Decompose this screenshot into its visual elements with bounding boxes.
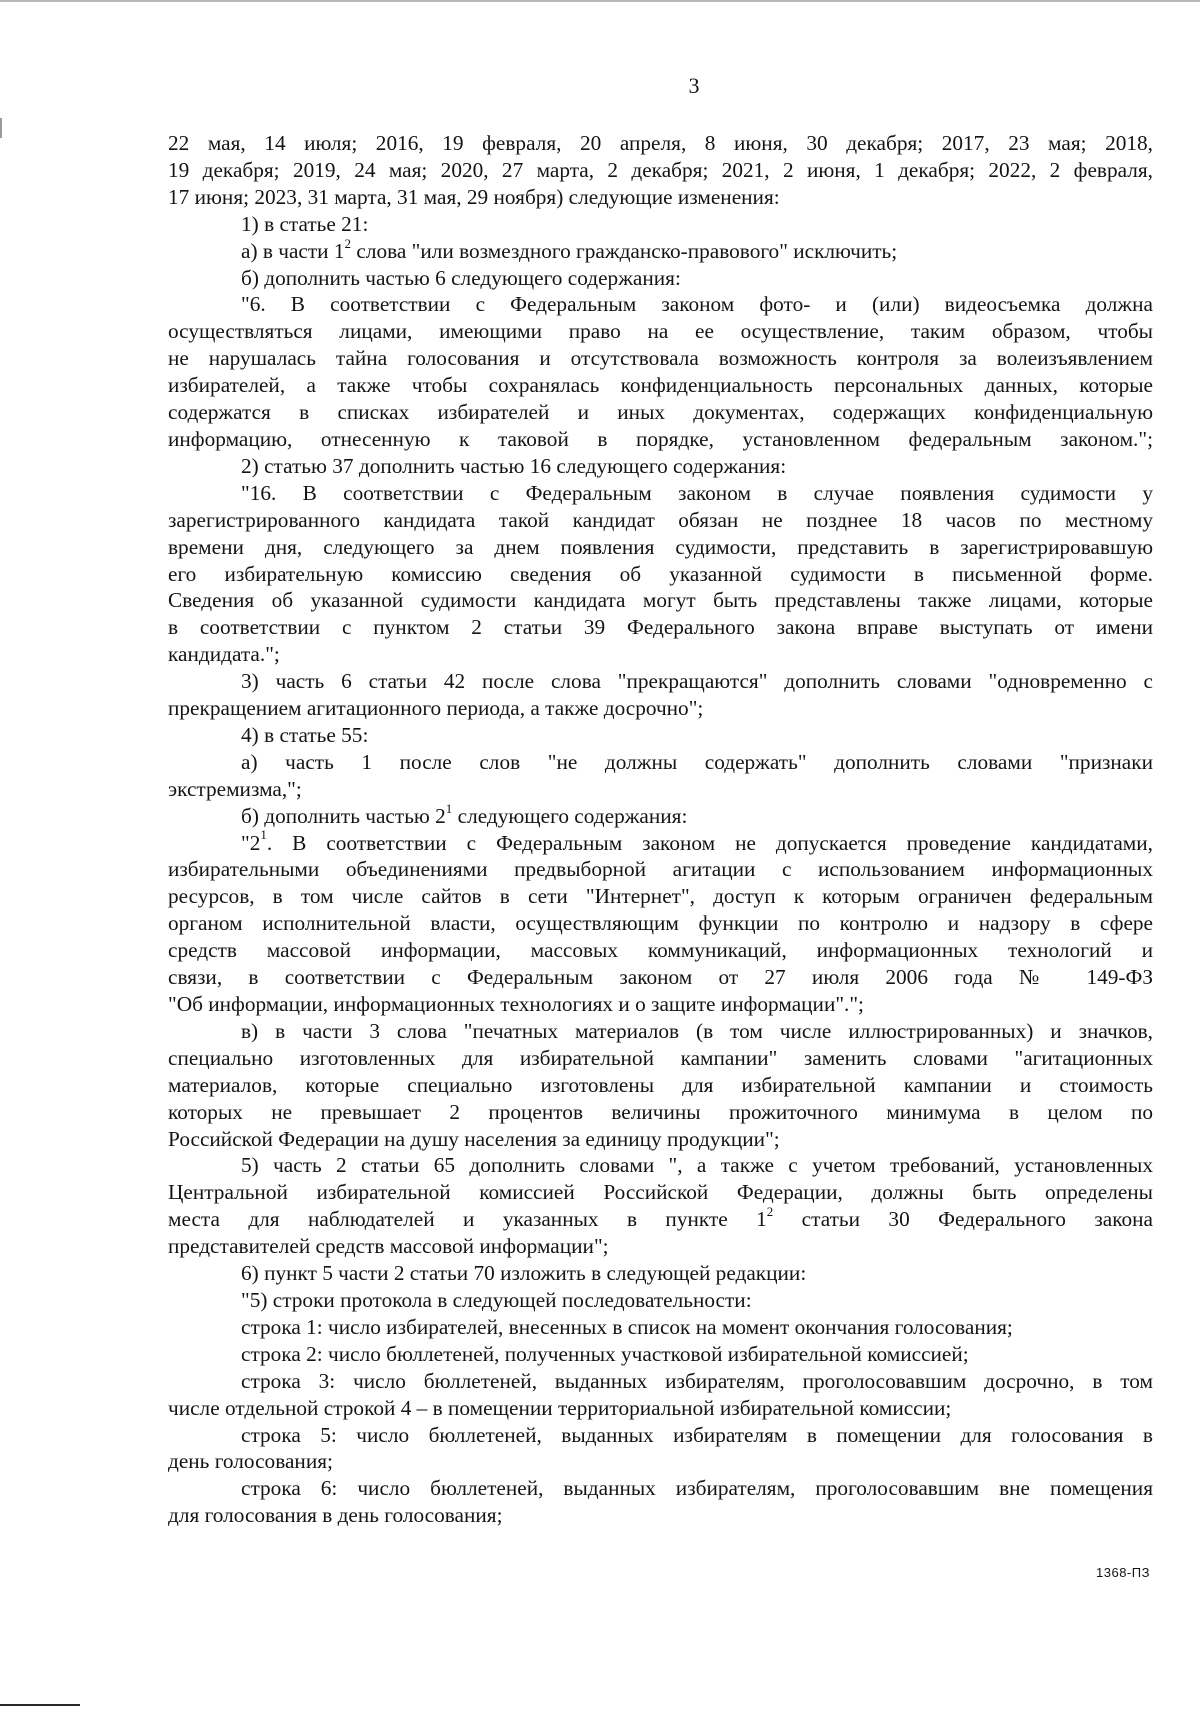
text-segment: слова "или возмездного гражданско-правового" исключить; (351, 238, 898, 263)
text-line: материалов, которые специально изготовлены для избирательной кампании и стоимость (168, 1072, 1153, 1097)
text-line (168, 235, 1153, 265)
text-line: в соответствии с пунктом 2 статьи 39 Федерального закона вправе выступать от имени (168, 615, 1153, 640)
text-line: осуществляться лицами, имеющими право на ее осуществление, таким образом, чтобы (168, 319, 1153, 344)
text-line: экстремизма,"; (168, 776, 302, 801)
text-line: кандидата."; (168, 642, 280, 667)
text-line: избирательными объединениями предвыборной агитации с использованием информационных (168, 857, 1153, 882)
document-code: 1368-ПЗ (1096, 1565, 1150, 1580)
text-line: информацию, отнесенную к таковой в порядке, установленном федеральным законом."; (168, 426, 1153, 451)
superscript: 2 (344, 235, 352, 251)
document-body (168, 130, 1153, 1529)
text-line: 5) часть 2 статьи 65 дополнить словами ", а также с учетом требований, установленных (241, 1153, 1153, 1178)
text-line: ресурсов, в том числе сайтов в сети "Интернет", доступ к которым ограничен федеральным (168, 884, 1153, 909)
text-line: 3) часть 6 статьи 42 после слова "прекращаются" дополнить словами "одновременно с (241, 669, 1153, 694)
text-line: содержатся в списках избирателей и иных документах, содержащих конфиденциальную (168, 400, 1153, 425)
text-line: зарегистрированного кандидата такой кандидат обязан не позднее 18 часов по местному (168, 507, 1153, 532)
text-line: 17 июня; 2023, 31 марта, 31 мая, 29 ноября) следующие изменения: (168, 184, 780, 209)
text-line: средств массовой информации, массовых коммуникаций, информационных технологий и (168, 938, 1153, 963)
text-line: его избирательную комиссию сведения об указанной судимости в письменной форме. (168, 561, 1153, 586)
superscript: 1 (260, 827, 267, 843)
text-line: "Об информации, информационных технологиях и о защите информации"."; (168, 992, 864, 1016)
superscript: 1 (445, 800, 453, 816)
text-line: а) часть 1 после слов "не должны содержать" дополнить словами "признаки (241, 749, 1153, 774)
text-line: для голосования в день голосования; (168, 1503, 503, 1528)
text-line: связи, в соответствии с Федеральным законом от 27 июля 2006 года № 149-ФЗ (168, 965, 1153, 990)
text-line: б) дополнить частью 6 следующего содержания: (241, 265, 681, 290)
scan-edge-left (0, 118, 2, 138)
text-line: числе отдельной строкой 4 – в помещении территориальной избирательной комиссии; (168, 1395, 952, 1420)
text-line: 6) пункт 5 части 2 статьи 70 изложить в следующей редакции: (241, 1261, 807, 1286)
text-line: 1) в статье 21: (241, 211, 369, 236)
text-line: времени дня, следующего за днем появления судимости, представить в зарегистрировавшую (168, 534, 1153, 559)
text-line (168, 827, 1153, 857)
text-line: избирателей, а также чтобы сохранялась конфиденциальность персональных данных, которые (168, 373, 1153, 398)
text-line: 4) в статье 55: (241, 722, 369, 747)
text-line: 19 декабря; 2019, 24 мая; 2020, 27 марта, 2 декабря; 2021, 2 июня, 1 декабря; 2022, 2 февраля, (168, 157, 1153, 182)
scan-edge-top (0, 0, 1200, 2)
text-line: "16. В соответствии с Федеральным законом в случае появления судимости у (241, 480, 1153, 505)
text-line: представителей средств массовой информации"; (168, 1234, 609, 1259)
text-line: 22 мая, 14 июля; 2016, 19 февраля, 20 апреля, 8 июня, 30 декабря; 2017, 23 мая; 2018, (168, 131, 1153, 155)
text-segment: "2 (241, 830, 261, 855)
text-line: в) в части 3 слова "печатных материалов (в том числе иллюстрированных) и значков, (241, 1018, 1153, 1043)
text-segment: места для наблюдателей и указанных в пункте 1 (168, 1207, 767, 1232)
text-line (168, 800, 1153, 830)
text-line: "5) строки протокола в следующей последовательности: (241, 1287, 752, 1312)
text-segment: б) дополнить частью 2 (241, 803, 446, 828)
text-line: строка 6: число бюллетеней, выданных избирателям, проголосовавшим вне помещения (241, 1476, 1153, 1501)
text-line: Российской Федерации на душу населения за единицу продукции"; (168, 1126, 780, 1151)
text-line: день голосования; (168, 1449, 333, 1474)
text-line: строка 5: число бюллетеней, выданных избирателям в помещении для голосования в (241, 1422, 1153, 1447)
text-line: "6. В соответствии с Федеральным законом фото- и (или) видеосъемка должна (241, 292, 1153, 317)
text-line: не нарушалась тайна голосования и отсутствовала возможность контроля за волеизъявлением (168, 346, 1153, 371)
text-line: строка 3: число бюллетеней, выданных избирателям, проголосовавшим досрочно, в том (241, 1368, 1153, 1393)
text-line: органом исполнительной власти, осуществляющим функции по контролю и надзору в сфере (168, 911, 1153, 936)
text-line: Сведения об указанной судимости кандидата могут быть представлены также лицами, которые (168, 588, 1153, 613)
superscript: 2 (766, 1204, 774, 1220)
text-line: строка 2: число бюллетеней, полученных участковой избирательной комиссией; (241, 1341, 969, 1366)
text-line: которых не превышает 2 процентов величины прожиточного минимума в целом по (168, 1099, 1153, 1124)
text-line: прекращением агитационного периода, а также досрочно"; (168, 696, 704, 721)
text-line: строка 1: число избирателей, внесенных в список на момент окончания голосования; (241, 1314, 1013, 1339)
text-line: специально изготовленных для избирательной кампании" заменить словами "агитационных (168, 1045, 1153, 1070)
scan-edge-bottom (0, 1704, 80, 1706)
text-segment: а) в части 1 (241, 238, 345, 263)
text-segment: . В соответствии с Федеральным законом не допускается проведение кандидатами, (266, 830, 1153, 855)
text-line: 2) статью 37 дополнить частью 16 следующего содержания: (241, 453, 787, 478)
text-segment: статьи 30 Федерального закона (773, 1207, 1153, 1232)
text-line (168, 1206, 1153, 1233)
page-number: 3 (688, 73, 700, 98)
text-line: Центральной избирательной комиссией Российской Федерации, должны быть определены (168, 1180, 1153, 1205)
text-segment: следующего содержания: (452, 803, 688, 828)
